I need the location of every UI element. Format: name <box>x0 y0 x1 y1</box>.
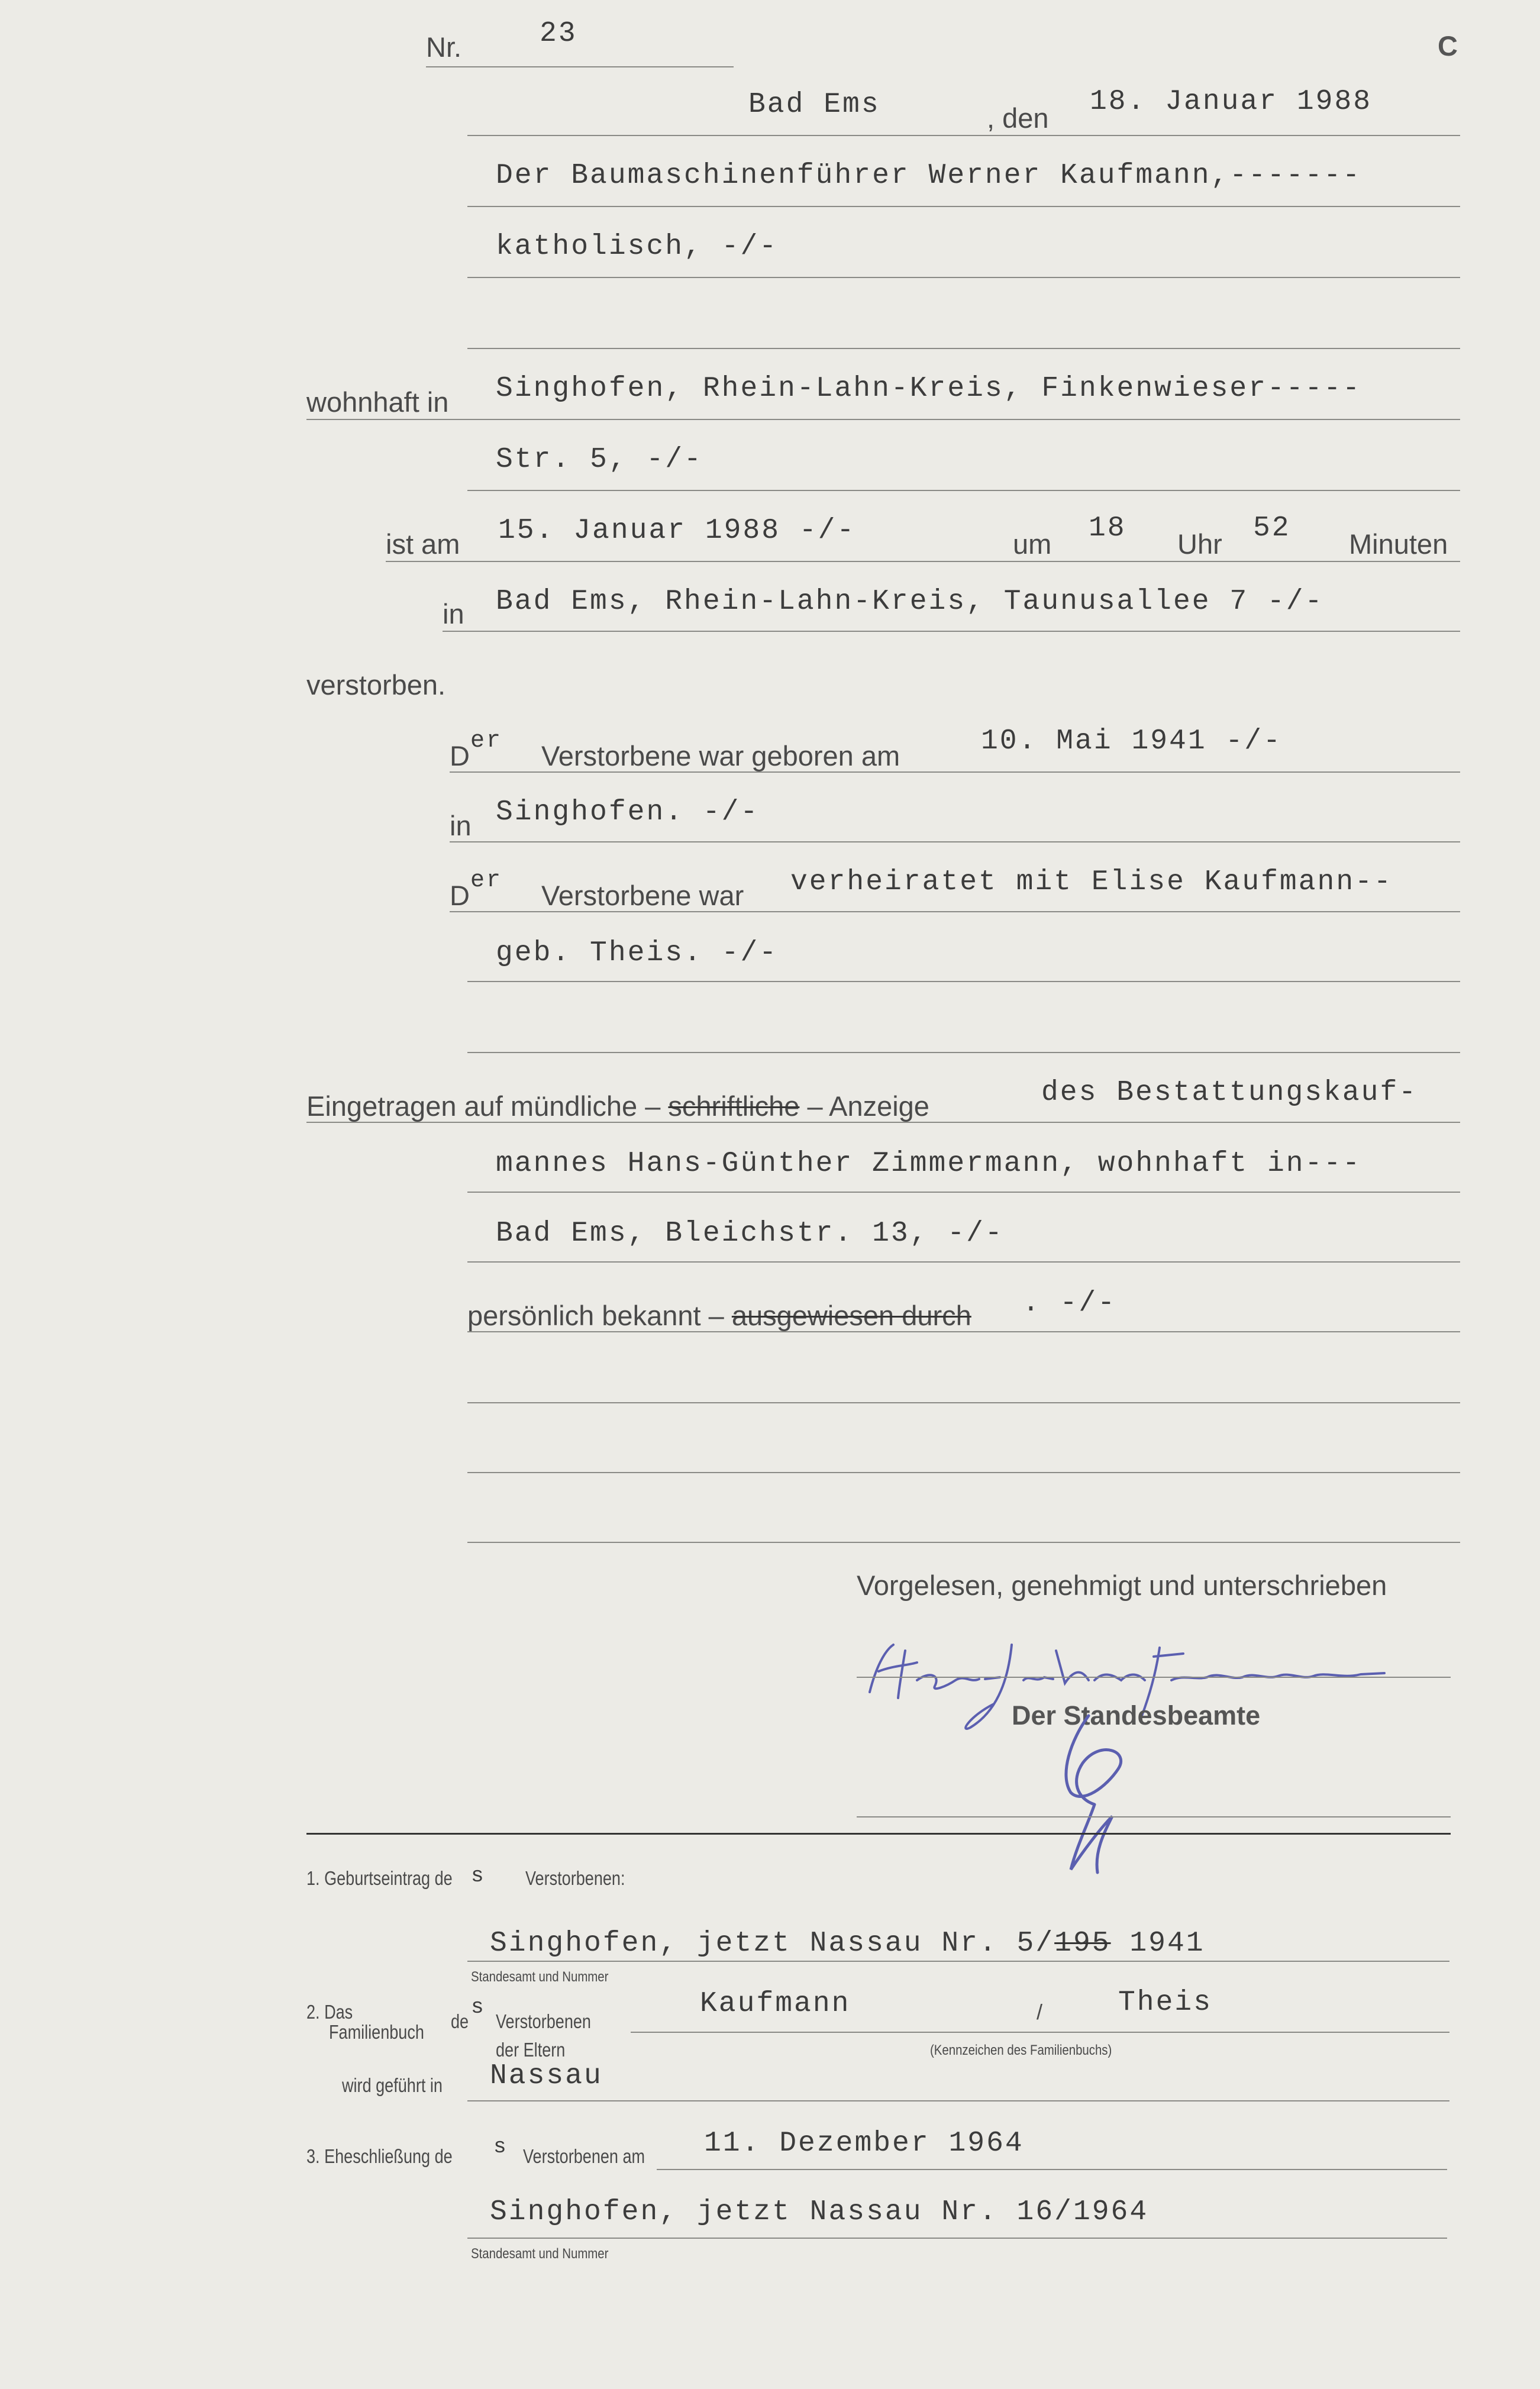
item2-s: s <box>471 1995 486 2019</box>
marital-prefix-d: D <box>450 880 470 911</box>
item1-s: s <box>471 1864 486 1888</box>
residence-label: wohnhaft in <box>306 386 449 418</box>
nr-line <box>426 66 734 67</box>
marital-line-2: geb. Theis. -/- <box>496 937 779 969</box>
place-line <box>467 135 1460 136</box>
official-signature <box>1035 1704 1142 1881</box>
item3-label: 3. Eheschließung de <box>306 2145 453 2167</box>
death-place: Bad Ems, Rhein-Lahn-Kreis, Taunusallee 7 -/- <box>496 586 1324 618</box>
person-line-2: katholisch, -/- <box>496 231 779 263</box>
marital-line-1: verheiratet mit Elise Kaufmann-- <box>790 866 1393 898</box>
item2-gefuehrt: wird geführt in <box>342 2074 443 2096</box>
item3-value: Singhofen, jetzt Nassau Nr. 16/1964 <box>490 2196 1149 2228</box>
identity-line: persönlich bekannt – ausgewiesen durch <box>467 1300 971 1331</box>
standesamt-label-2: Standesamt und Nummer <box>471 2246 609 2262</box>
official-title: Der Standesbeamte <box>1012 1700 1261 1731</box>
minuten-label: Minuten <box>1349 528 1448 560</box>
nr-label: Nr. <box>426 31 462 63</box>
item2-name1: Kaufmann <box>700 1988 851 2020</box>
item2-name2: Theis <box>1118 1987 1213 2019</box>
death-in-label: in <box>443 598 464 629</box>
item3-s: s <box>493 2135 508 2159</box>
death-date: 15. Januar 1988 -/- <box>498 515 856 547</box>
notification-line-3: Bad Ems, Bleichstr. 13, -/- <box>496 1218 1004 1250</box>
person-line-1: Der Baumaschinenführer Werner Kaufmann,------- <box>496 160 1362 192</box>
nr-value: 23 <box>540 18 577 50</box>
birth-prefix-er: er <box>470 728 503 754</box>
residence-line-2: Str. 5, -/- <box>496 444 703 476</box>
death-minutes: 52 <box>1253 512 1291 544</box>
ist-am-label: ist am <box>386 528 460 560</box>
closing-statement: Vorgelesen, genehmigt und unterschrieben <box>857 1570 1387 1601</box>
item1-verstorbenen: Verstorbenen: <box>525 1867 625 1889</box>
identity-suffix: . -/- <box>1022 1287 1117 1319</box>
standesamt-label-1: Standesamt und Nummer <box>471 1969 609 1985</box>
notification-line-1: des Bestattungskauf- <box>1041 1077 1418 1109</box>
den-label: , den <box>987 102 1049 134</box>
item2-das: 2. Das <box>306 2001 353 2023</box>
item2-familienbuch: Familienbuch <box>329 2021 424 2043</box>
item2-kennzeichen: (Kennzeichen des Familienbuchs) <box>930 2042 1112 2058</box>
birth-date: 10. Mai 1941 -/- <box>981 725 1282 757</box>
struck-195: 195 <box>1054 1928 1111 1959</box>
notification-label: Eingetragen auf mündliche – schriftliche – Anzeige <box>306 1090 929 1122</box>
item2-place: Nassau <box>490 2060 603 2092</box>
item2-slash: / <box>1037 2000 1043 2024</box>
birth-place: Singhofen. -/- <box>496 796 760 828</box>
registration-date: 18. Januar 1988 <box>1090 86 1373 118</box>
verstorben-label: verstorben. <box>306 669 446 700</box>
footer-divider <box>306 1833 1451 1835</box>
corner-letter: C <box>1438 30 1458 62</box>
birth-in-label: in <box>450 810 472 841</box>
item2-eltern: der Eltern <box>496 2039 566 2061</box>
marital-label: Verstorbene war <box>541 880 744 911</box>
item2-verstorbenen: Verstorbenen <box>496 2010 591 2032</box>
residence-line-1: Singhofen, Rhein-Lahn-Kreis, Finkenwieser----- <box>496 373 1362 405</box>
notification-line-2: mannes Hans-Günther Zimmermann, wohnhaft in--- <box>496 1148 1362 1180</box>
item1-value: Singhofen, jetzt Nassau Nr. 5/195 1941 <box>490 1928 1205 1959</box>
place-of-registration: Bad Ems <box>748 89 880 121</box>
birth-label: Verstorbene war geboren am <box>541 740 900 771</box>
marital-prefix-er: er <box>470 867 503 894</box>
struck-ausgewiesen: ausgewiesen durch <box>731 1300 971 1331</box>
item3-verstorbenen: Verstorbenen am <box>523 2145 645 2167</box>
um-label: um <box>1013 528 1052 560</box>
item1-label: 1. Geburtseintrag de <box>306 1867 453 1889</box>
birth-prefix-d: D <box>450 740 470 771</box>
item3-date: 11. Dezember 1964 <box>704 2127 1024 2159</box>
struck-schriftliche: schriftliche <box>668 1090 800 1122</box>
uhr-label: Uhr <box>1177 528 1222 560</box>
death-hour: 18 <box>1089 512 1126 544</box>
item2-de: de <box>451 2010 469 2032</box>
